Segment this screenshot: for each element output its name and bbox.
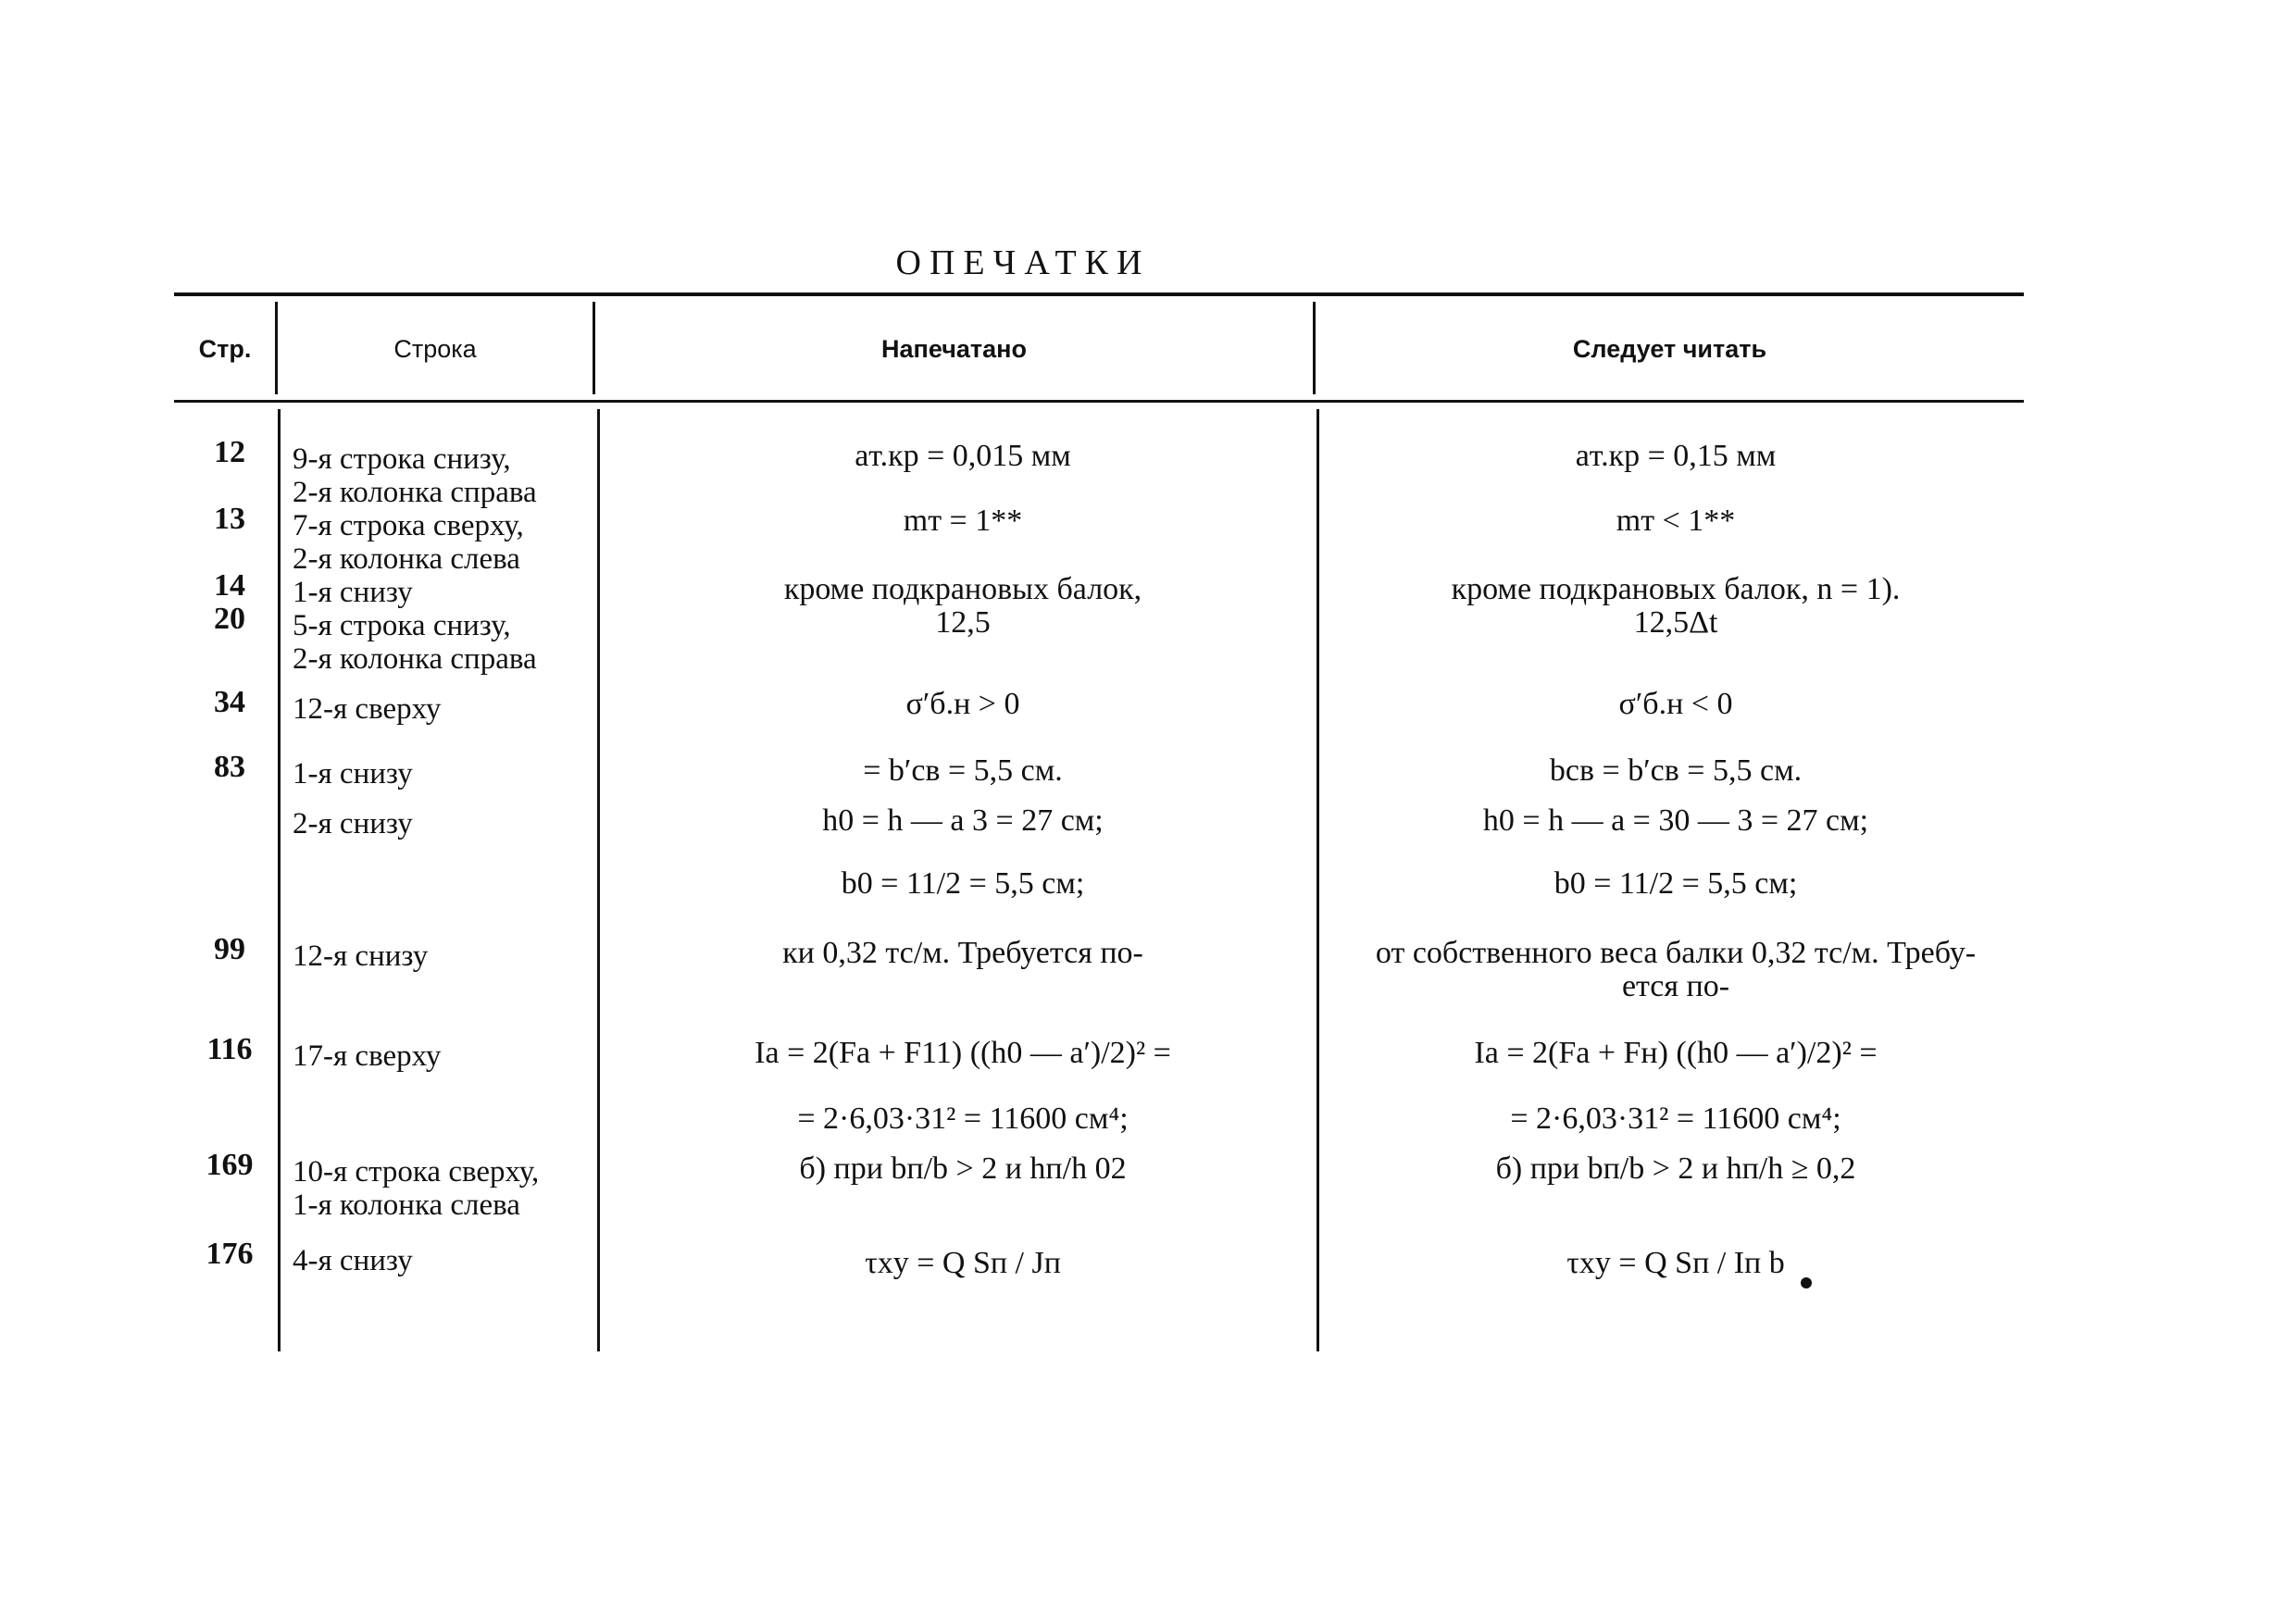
ink-dot bbox=[1801, 1277, 1812, 1288]
line-ref: 2-я колонка справа bbox=[293, 642, 537, 676]
printed-text: ки 0,32 тс/м. Требуется по- bbox=[782, 936, 1143, 970]
column-divider bbox=[1316, 409, 1319, 1351]
line-ref: 7-я строка сверху, bbox=[293, 509, 524, 542]
printed-text: б) при bп/b > 2 и hп/h 02 bbox=[799, 1151, 1127, 1186]
correct-text: ется по- bbox=[1621, 969, 1730, 1003]
correct-text: aт.кр = 0,15 мм bbox=[1575, 439, 1777, 473]
line-ref: 10-я строка сверху, bbox=[293, 1155, 540, 1189]
printed-text: Iа = 2(Fа + F11) ((h0 — a′)/2)² = bbox=[755, 1036, 1171, 1070]
page-number: 13 bbox=[214, 502, 245, 536]
line-ref: 12-я снизу bbox=[293, 940, 429, 973]
page-number: 176 bbox=[206, 1237, 254, 1271]
correct-text: bсв = b′св = 5,5 см. bbox=[1549, 753, 1803, 788]
printed-text: τxy = Q Sп / Jп bbox=[865, 1246, 1061, 1280]
line-ref: 5-я строка снизу, bbox=[293, 609, 511, 642]
line-ref: 17-я сверху bbox=[293, 1039, 442, 1073]
printed-text: aт.кр = 0,015 мм bbox=[855, 439, 1071, 473]
correct-text: σ′б.н < 0 bbox=[1618, 687, 1733, 721]
line-ref: 12-я сверху bbox=[293, 692, 442, 726]
correct-text: от собственного веса балки 0,32 тс/м. Требу- bbox=[1375, 936, 1977, 970]
correct-text: h0 = h — a = 30 — 3 = 27 см; bbox=[1482, 803, 1869, 838]
page-number: 34 bbox=[214, 685, 245, 719]
printed-text: b0 = 11/2 = 5,5 см; bbox=[841, 866, 1085, 901]
page-number: 169 bbox=[206, 1148, 254, 1182]
header-page: Стр. bbox=[198, 335, 252, 363]
page-number: 116 bbox=[206, 1032, 253, 1066]
correct-text: b0 = 11/2 = 5,5 см; bbox=[1554, 866, 1798, 901]
printed-text: σ′б.н > 0 bbox=[905, 687, 1020, 721]
page-number: 99 bbox=[214, 932, 245, 966]
printed-text: mт = 1** bbox=[903, 504, 1023, 538]
printed-text: = b′св = 5,5 см. bbox=[863, 753, 1063, 788]
correct-text: Iа = 2(Fа + Fн) ((h0 — a′)/2)² = bbox=[1474, 1036, 1878, 1070]
page-title: ОПЕЧАТКИ bbox=[895, 243, 1151, 282]
line-ref: 2-я колонка справа bbox=[293, 476, 537, 509]
page-number: 20 bbox=[214, 602, 245, 636]
column-divider bbox=[278, 409, 281, 1351]
printed-text: = 2·6,03·31² = 11600 см⁴; bbox=[797, 1101, 1129, 1136]
printed-text: кроме подкрановых балок, bbox=[783, 572, 1142, 606]
page-number: 12 bbox=[214, 435, 245, 469]
header-correct: Следует читать bbox=[1572, 335, 1767, 363]
correct-text: б) при bп/b > 2 и hп/h ≥ 0,2 bbox=[1495, 1151, 1856, 1186]
correct-text: 12,5Δt bbox=[1633, 605, 1718, 640]
page-number: 83 bbox=[214, 750, 245, 784]
correct-text: = 2·6,03·31² = 11600 см⁴; bbox=[1510, 1101, 1841, 1136]
printed-text: 12,5 bbox=[935, 605, 991, 640]
header-printed: Напечатано bbox=[881, 335, 1027, 363]
line-ref: 2-я колонка слева bbox=[293, 542, 520, 576]
line-ref: 1-я колонка слева bbox=[293, 1189, 520, 1222]
page-number: 14 bbox=[214, 568, 245, 603]
table-top-rule bbox=[174, 292, 2024, 296]
correct-text: τxy = Q Sп / Iп b bbox=[1566, 1246, 1785, 1280]
line-ref: 4-я снизу bbox=[293, 1244, 413, 1277]
correct-text: кроме подкрановых балок, n = 1). bbox=[1451, 572, 1901, 606]
line-ref: 2-я снизу bbox=[293, 807, 413, 840]
line-ref: 1-я снизу bbox=[293, 757, 413, 790]
line-ref: 9-я строка снизу, bbox=[293, 442, 511, 476]
correct-text: mт < 1** bbox=[1616, 504, 1736, 538]
line-ref: 1-я снизу bbox=[293, 576, 413, 609]
header-rule bbox=[174, 400, 2024, 403]
header-line: Строка bbox=[393, 335, 477, 363]
printed-text: h0 = h — a 3 = 27 см; bbox=[822, 803, 1104, 838]
